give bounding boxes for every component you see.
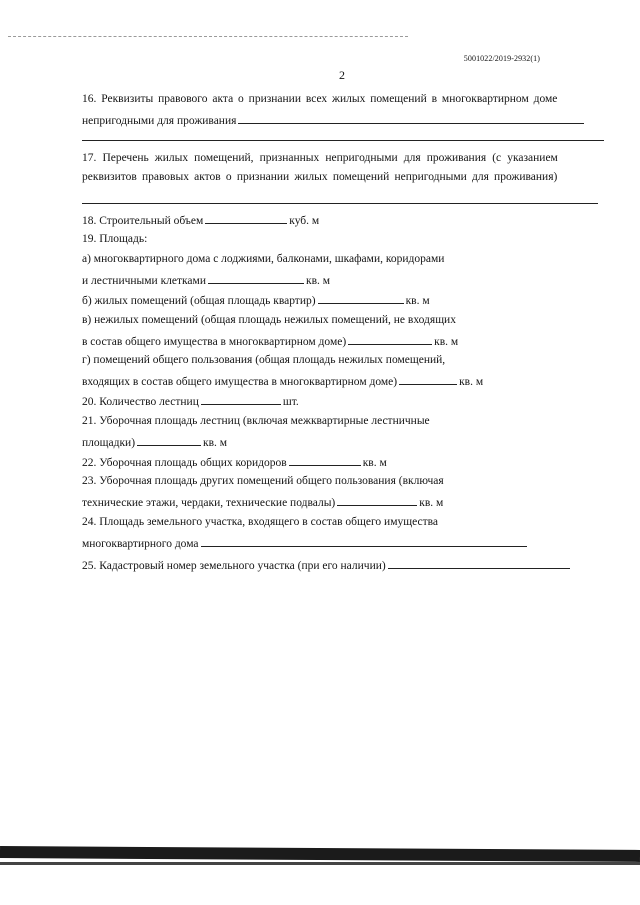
item-22-blank[interactable]	[289, 454, 361, 466]
item-23-text: 23. Уборочная площадь других помещений общего пользования (включая	[82, 475, 444, 487]
item-17-text: 17. Перечень жилых помещений, признанных непригодными для проживания (с указанием	[82, 152, 558, 164]
item-17-line-1	[82, 151, 558, 165]
item-19c-text: в) нежилых помещений (общая площадь нежилых помещений, не входящих	[82, 314, 456, 326]
item-21-text-2: площадки)	[82, 437, 136, 449]
item-16-blank-extra[interactable]	[82, 140, 604, 141]
item-19-title-text: 19. Площадь:	[82, 233, 148, 245]
item-25-text: 25. Кадастровый номер земельного участка (при его наличии)	[82, 560, 386, 572]
item-19a-unit: кв. м	[305, 275, 331, 287]
item-16-line-1	[82, 92, 602, 106]
item-19-title	[82, 232, 147, 246]
item-20-line	[82, 393, 299, 409]
item-16-text-2: непригодными для проживания	[82, 115, 237, 127]
item-24-blank[interactable]	[201, 535, 527, 547]
item-16-line-2	[82, 112, 586, 128]
item-21-unit: кв. м	[203, 437, 228, 449]
item-19c-text-2: в состав общего имущества в многоквартирном доме)	[82, 336, 347, 348]
item-19a-text-2: и лестничными клетками	[82, 275, 206, 287]
item-19c-unit: кв. м	[434, 336, 459, 348]
item-16-blank[interactable]	[238, 112, 584, 124]
item-19b-unit: кв. м	[405, 295, 430, 307]
item-19b-text: б) жилых помещений (общая площадь квартир)	[82, 295, 316, 307]
item-21-blank[interactable]	[137, 434, 201, 446]
item-24-line-1	[82, 515, 438, 529]
item-21-line-2	[82, 434, 227, 450]
scan-edge-bottom	[0, 846, 640, 862]
page-number: 2	[339, 68, 345, 82]
item-17-text-2: реквизитов правовых актов о признании жилых помещений непригодными для проживания)	[82, 171, 558, 183]
item-22-line	[82, 454, 387, 470]
item-19a-line-2	[82, 272, 330, 288]
item-19d-line-2	[82, 373, 483, 389]
item-18-blank[interactable]	[205, 212, 287, 224]
item-19b-line	[82, 292, 430, 308]
item-21-line-1	[82, 414, 430, 428]
item-17-line-2	[82, 170, 557, 184]
item-18-unit: куб. м	[289, 215, 320, 227]
item-22-unit: кв. м	[362, 457, 387, 469]
scan-edge-bottom-shadow	[0, 862, 640, 865]
item-19d-text: г) помещений общего пользования (общая площадь нежилых помещений,	[82, 354, 446, 366]
scan-edge-top	[8, 36, 408, 37]
item-23-unit: кв. м	[419, 497, 444, 509]
item-19a-blank[interactable]	[208, 272, 304, 284]
item-19d-line-1	[82, 353, 445, 367]
item-19a-line-1	[82, 252, 444, 266]
item-19b-blank[interactable]	[318, 292, 404, 304]
item-19c-line-2	[82, 333, 458, 349]
item-18-line	[82, 212, 319, 228]
item-24-text: 24. Площадь земельного участка, входящего в состав общего имущества	[82, 516, 438, 528]
item-23-line-1	[82, 474, 444, 488]
item-19d-text-2: входящих в состав общего имущества в многоквартирном доме)	[82, 376, 398, 388]
item-21-text: 21. Уборочная площадь лестниц (включая межквартирные лестничные	[82, 415, 430, 427]
item-19d-blank[interactable]	[399, 373, 457, 385]
item-19c-blank[interactable]	[348, 333, 432, 345]
item-23-line-2	[82, 494, 443, 510]
item-19d-unit: кв. м	[459, 376, 484, 388]
item-24-text-2: многоквартирного дома	[82, 538, 199, 550]
item-20-unit: шт.	[282, 396, 299, 408]
item-25-blank[interactable]	[388, 557, 570, 569]
item-19a-text: а) многоквартирного дома с лоджиями, балконами, шкафами, коридорами	[82, 253, 445, 265]
item-18-text: 18. Строительный объем	[82, 215, 204, 227]
item-20-blank[interactable]	[201, 393, 281, 405]
item-24-line-2	[82, 535, 529, 551]
item-25-line	[82, 557, 572, 573]
document-id: 5001022/2019-2932(1)	[463, 54, 540, 63]
item-16-text: 16. Реквизиты правового акта о признании всех жилых помещений в многоквартирном доме	[82, 93, 558, 105]
item-22-text: 22. Уборочная площадь общих коридоров	[82, 457, 287, 469]
item-23-blank[interactable]	[337, 494, 417, 506]
item-19c-line-1	[82, 313, 456, 327]
item-20-text: 20. Количество лестниц	[82, 396, 199, 408]
item-17-blank[interactable]	[82, 203, 598, 204]
item-23-text-2: технические этажи, чердаки, технические подвалы)	[82, 497, 336, 509]
